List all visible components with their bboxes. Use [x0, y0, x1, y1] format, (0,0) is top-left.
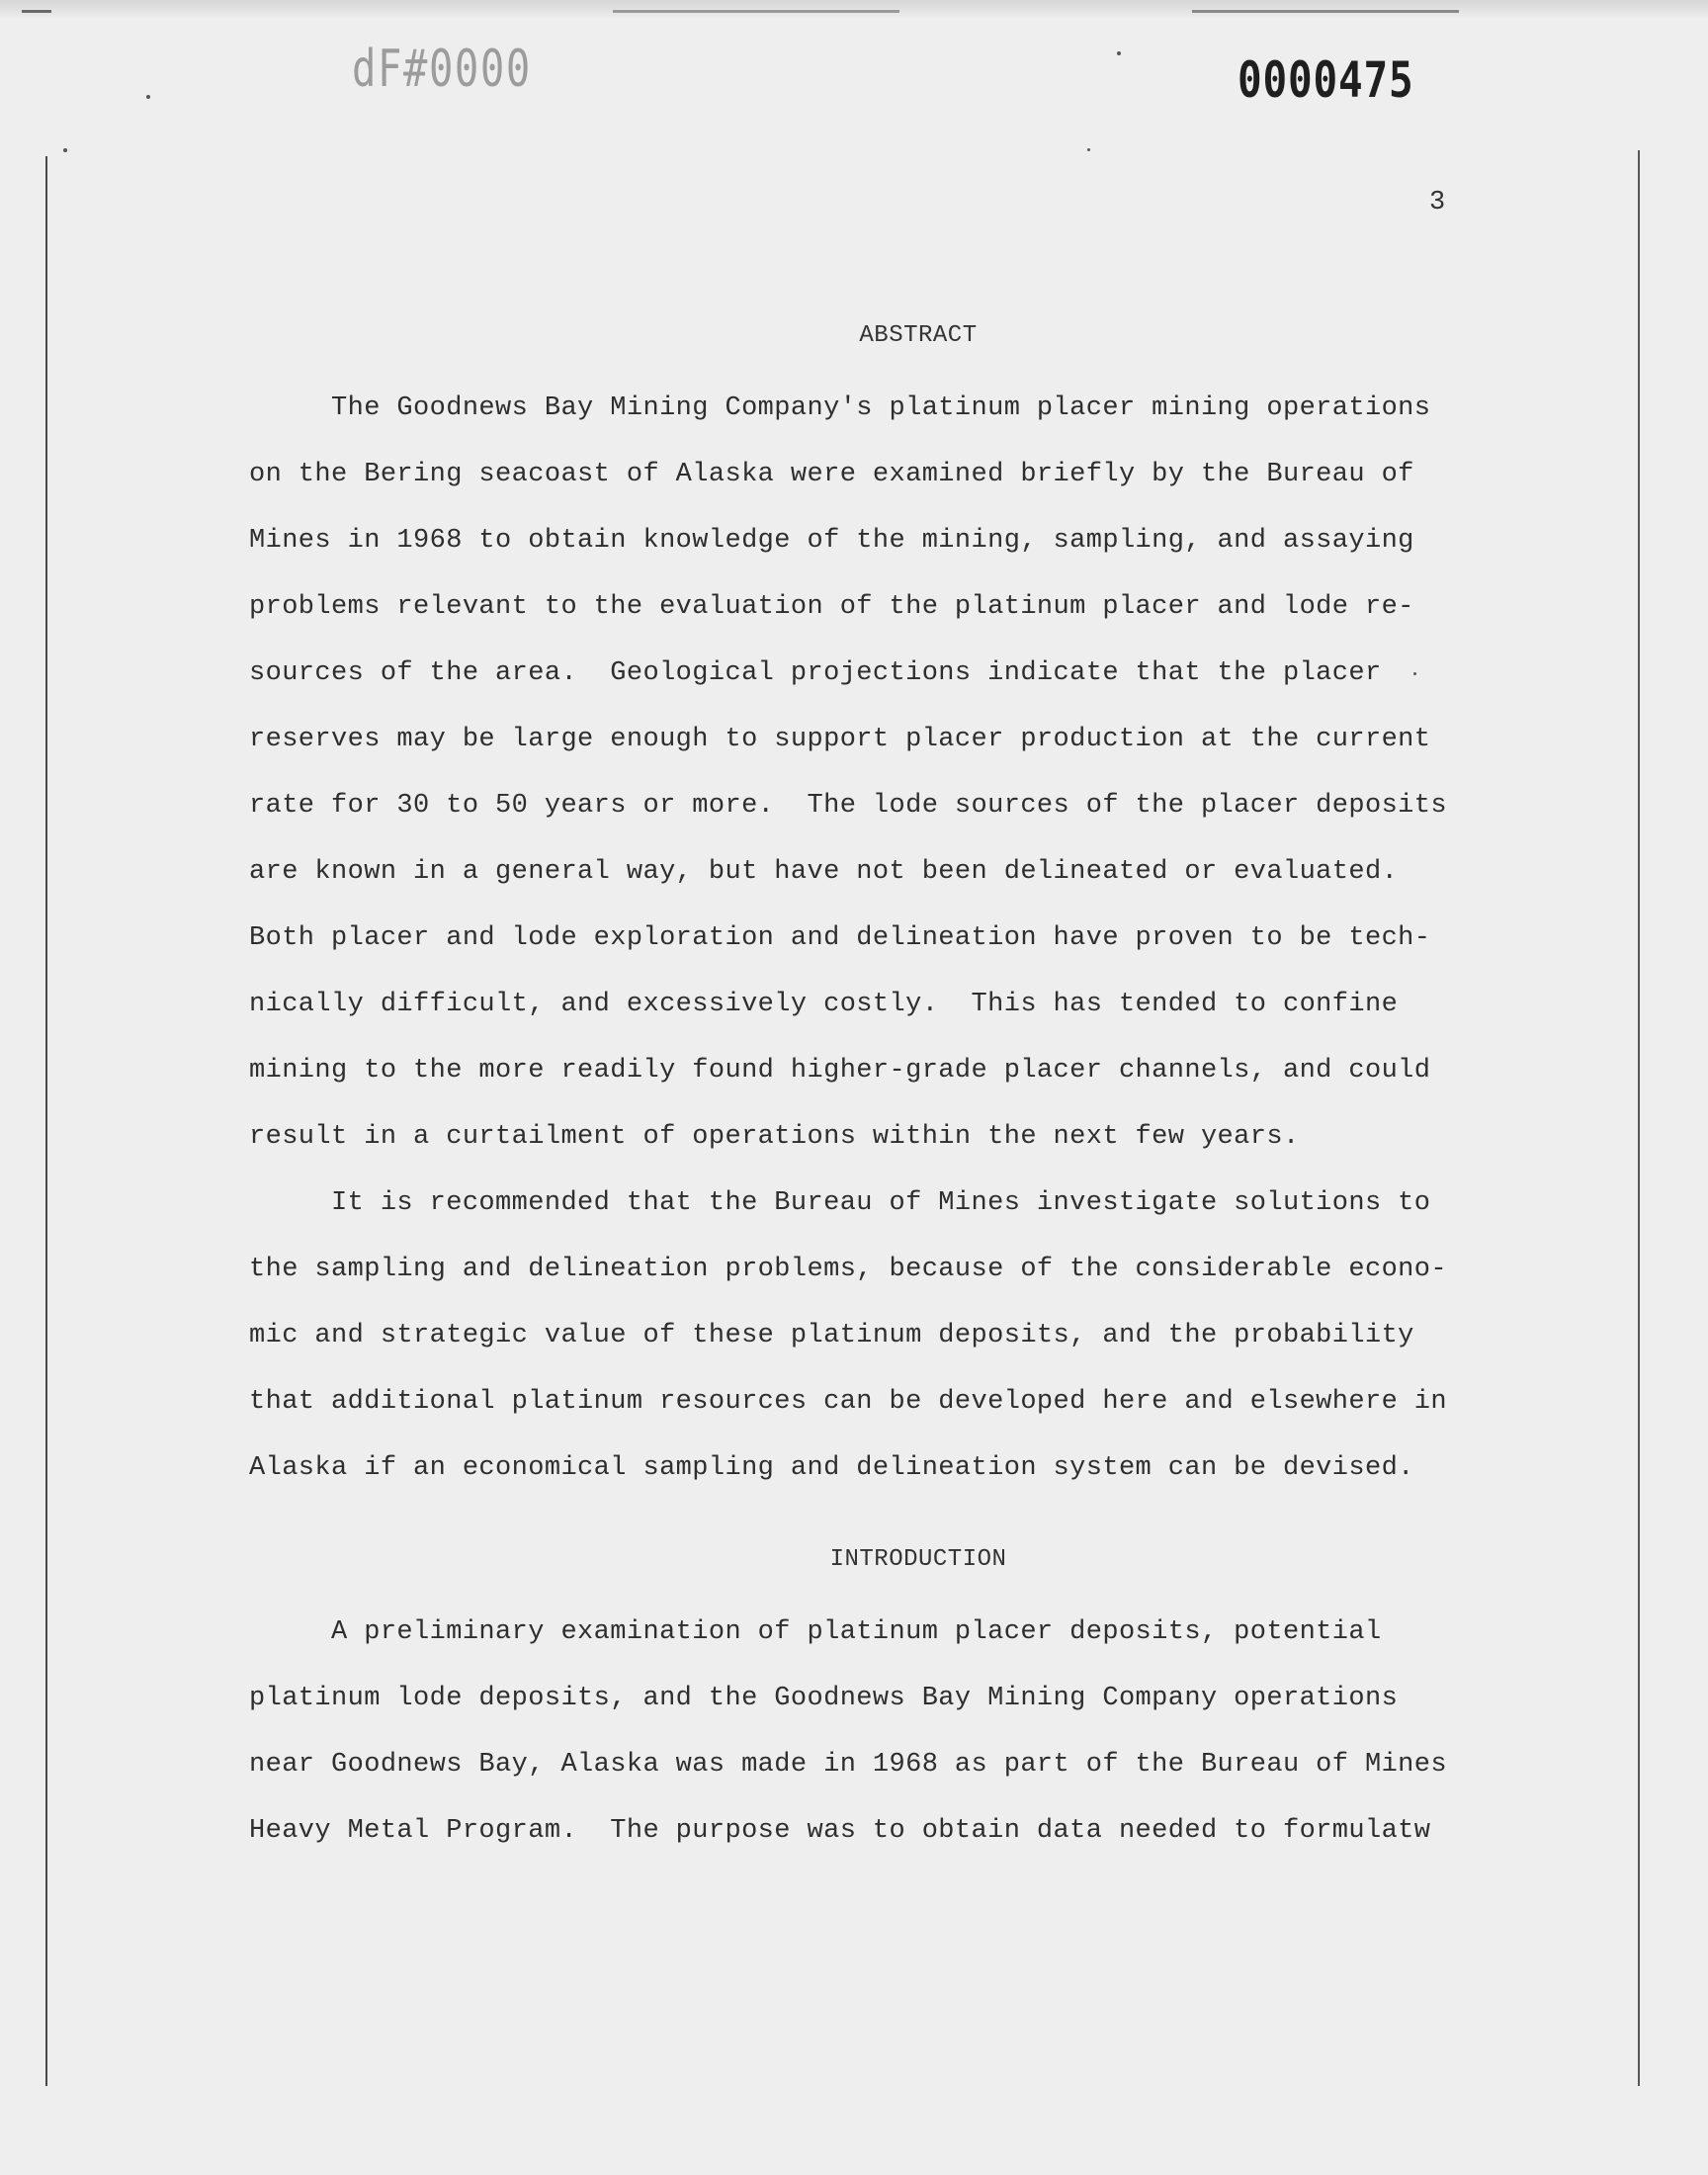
abstract-line: Mines in 1968 to obtain knowledge of the mining, sampling, and assaying [249, 526, 1414, 556]
scan-speck [1087, 148, 1090, 151]
scan-top-edge [0, 0, 1708, 18]
abstract-line: sources of the area. Geological projections indicate that the placer [249, 658, 1382, 688]
introduction-heading: INTRODUCTION [829, 1546, 1007, 1573]
abstract-line: Alaska if an economical sampling and delineation system can be devised. [249, 1453, 1414, 1483]
right-margin-rule [1638, 150, 1640, 2086]
scan-mark [1192, 10, 1459, 13]
introduction-line: A preliminary examination of platinum placer deposits, potential [249, 1617, 1382, 1647]
abstract-line: rate for 30 to 50 years or more. The lode sources of the placer deposits [249, 791, 1447, 821]
scan-speck [146, 95, 150, 99]
abstract-line: on the Bering seacoast of Alaska were examined briefly by the Bureau of [249, 460, 1414, 489]
abstract-line: problems relevant to the evaluation of the platinum placer and lode re- [249, 592, 1414, 622]
abstract-line: that additional platinum resources can be developed here and elsewhere in [249, 1387, 1447, 1417]
introduction-line: platinum lode deposits, and the Goodnews Bay Mining Company operations [249, 1684, 1399, 1713]
scan-speck [63, 148, 67, 152]
abstract-line: mic and strategic value of these platinum deposits, and the probability [249, 1321, 1414, 1350]
introduction-line: Heavy Metal Program. The purpose was to obtain data needed to formulatw [249, 1816, 1431, 1846]
abstract-line: are known in a general way, but have not been delineated or evaluated. [249, 857, 1399, 887]
abstract-line: reserves may be large enough to support placer production at the current [249, 725, 1431, 754]
document-number-stamp: 0000475 [1238, 51, 1414, 109]
abstract-line: nically difficult, and excessively costly. This has tended to confine [249, 990, 1399, 1019]
abstract-line: Both placer and lode exploration and delineation have proven to be tech- [249, 923, 1431, 953]
scan-speck [1413, 672, 1416, 675]
abstract-line: mining to the more readily found higher-grade placer channels, and could [249, 1056, 1431, 1086]
scan-mark [613, 10, 899, 13]
faded-stamp-code: dF#0000 [352, 40, 532, 99]
scan-speck [1117, 51, 1121, 55]
abstract-line: It is recommended that the Bureau of Mines investigate solutions to [249, 1188, 1431, 1218]
page-number: 3 [1429, 188, 1446, 218]
abstract-heading: ABSTRACT [859, 322, 978, 349]
abstract-line: the sampling and delineation problems, because of the considerable econo- [249, 1255, 1447, 1284]
introduction-line: near Goodnews Bay, Alaska was made in 1968 as part of the Bureau of Mines [249, 1750, 1447, 1780]
scan-mark [22, 10, 51, 13]
left-margin-rule [45, 156, 47, 2086]
abstract-line: result in a curtailment of operations within the next few years. [249, 1122, 1300, 1152]
abstract-line: The Goodnews Bay Mining Company's platinum placer mining operations [249, 393, 1431, 423]
